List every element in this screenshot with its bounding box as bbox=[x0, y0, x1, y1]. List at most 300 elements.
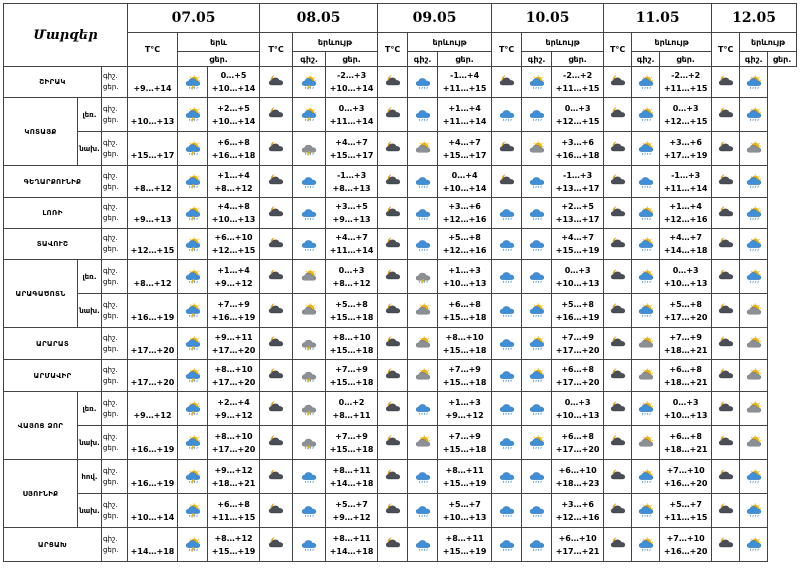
day-weather-cell bbox=[293, 294, 326, 328]
temperature-cell bbox=[326, 426, 378, 460]
night-weather-cell bbox=[604, 98, 632, 132]
day-weather-cell bbox=[740, 528, 768, 562]
day-weather-cell bbox=[408, 360, 438, 392]
night-weather-cell bbox=[492, 328, 522, 360]
day-temperature: +11…+15 bbox=[663, 84, 708, 93]
day-temperature: +9…+13 bbox=[133, 215, 172, 224]
moon-cloud-icon bbox=[265, 206, 287, 221]
night-temperature: -1…+3 bbox=[563, 170, 593, 180]
night-temperature: +1…+3 bbox=[448, 265, 481, 275]
temperature-cell bbox=[438, 494, 492, 528]
day-weather-cell bbox=[293, 392, 326, 426]
night-temperature: +6…+10 bbox=[214, 233, 253, 242]
day-temperature: +9…+12 bbox=[445, 410, 484, 420]
moon-cloud-icon bbox=[607, 303, 629, 318]
day-label: ցեր. bbox=[103, 511, 119, 520]
cloud-rain-icon bbox=[298, 174, 320, 189]
day-weather-cell bbox=[522, 67, 552, 98]
day-temperature: +9…+12 bbox=[214, 278, 253, 288]
temperature-cell bbox=[326, 132, 378, 166]
temperature-cell bbox=[208, 260, 260, 294]
cloud-rain-icon bbox=[635, 174, 657, 189]
night-temperature: +6…+10 bbox=[558, 465, 597, 475]
night-weather-cell bbox=[492, 229, 522, 260]
temp-header: T°C bbox=[260, 33, 293, 67]
table-row bbox=[4, 460, 797, 494]
day-temperature: +11…+14 bbox=[442, 116, 487, 126]
temperature-cell bbox=[552, 260, 604, 294]
night-temperature: +1…+4 bbox=[448, 103, 481, 113]
day-temperature: +15…+18 bbox=[442, 312, 487, 322]
day-temperature: +16…+19 bbox=[211, 312, 256, 322]
cloud-rain-icon bbox=[526, 174, 548, 189]
day-weather-cell bbox=[740, 260, 768, 294]
subregion-name: լեռ. bbox=[78, 260, 102, 294]
cloud-rain-icon bbox=[496, 401, 518, 416]
temperature-cell bbox=[208, 528, 260, 562]
day-weather-cell bbox=[522, 98, 552, 132]
sun-cloud-storm-icon bbox=[182, 237, 204, 252]
weather-icon-cell bbox=[178, 460, 208, 494]
date-header: 07.05 bbox=[128, 4, 260, 33]
night-temperature: +8…+10 bbox=[332, 332, 371, 342]
night-temperature: +8…+11 bbox=[445, 533, 484, 543]
period-label bbox=[102, 229, 128, 260]
moon-cloud-icon bbox=[715, 237, 737, 252]
night-temperature: +1…+4 bbox=[217, 265, 250, 275]
day-temperature: +16…+20 bbox=[663, 478, 708, 488]
moon-cloud-icon bbox=[496, 174, 518, 189]
night-weather-cell bbox=[604, 460, 632, 494]
sun-cloud-icon bbox=[743, 336, 765, 351]
temperature-cell bbox=[552, 67, 604, 98]
temperature-cell bbox=[660, 98, 712, 132]
night-temperature bbox=[128, 200, 177, 213]
day-temperature: +10…+13 bbox=[442, 278, 487, 288]
sun-cloud-rain-icon bbox=[743, 206, 765, 221]
sun-cloud-rain-icon bbox=[743, 537, 765, 552]
temperature-cell bbox=[438, 67, 492, 98]
cloud-storm-icon bbox=[298, 401, 320, 416]
night-weather-cell bbox=[604, 260, 632, 294]
night-weather-cell bbox=[712, 528, 740, 562]
moon-cloud-icon bbox=[382, 174, 404, 189]
night-weather-cell bbox=[260, 360, 293, 392]
sun-cloud-storm-icon bbox=[182, 435, 204, 450]
moon-cloud-icon bbox=[265, 141, 287, 156]
day-temperature: +15…+19 bbox=[442, 546, 487, 556]
moon-cloud-icon bbox=[382, 469, 404, 484]
night-label: գիշ. bbox=[103, 365, 118, 374]
night-temperature: +9…+11 bbox=[214, 332, 253, 342]
night-weather-cell bbox=[712, 132, 740, 166]
temperature-cell bbox=[128, 392, 178, 426]
moon-cloud-icon bbox=[382, 435, 404, 450]
region-name: ԱՐԱՐԱՏ bbox=[4, 328, 102, 360]
day-weather-cell bbox=[408, 132, 438, 166]
temperature-cell bbox=[326, 528, 378, 562]
regions-header: Մարզեր bbox=[4, 4, 128, 67]
weather-icon-cell bbox=[178, 426, 208, 460]
night-temperature: +5…+8 bbox=[448, 233, 481, 242]
day-temperature: +8…+11 bbox=[332, 410, 371, 420]
night-temperature: +7…+9 bbox=[335, 431, 368, 441]
day-temperature: +10…+13 bbox=[130, 116, 175, 126]
moon-cloud-icon bbox=[607, 435, 629, 450]
night-temperature: +9…+12 bbox=[214, 465, 253, 475]
temperature-cell bbox=[326, 67, 378, 98]
day-weather-cell bbox=[522, 260, 552, 294]
temperature-cell bbox=[552, 494, 604, 528]
night-temperature: +8…+12 bbox=[214, 533, 253, 543]
night-temperature: +5…+8 bbox=[561, 299, 594, 309]
day-temperature: +16…+19 bbox=[130, 312, 175, 322]
day-temperature: +10…+14 bbox=[329, 84, 374, 93]
night-weather-cell bbox=[260, 98, 293, 132]
temp-header: T°C bbox=[128, 33, 178, 67]
temperature-cell bbox=[552, 360, 604, 392]
moon-cloud-icon bbox=[715, 75, 737, 90]
day-temperature: +17…+20 bbox=[555, 444, 600, 454]
night-header: գիշ. bbox=[408, 52, 438, 67]
moon-cloud-icon bbox=[607, 503, 629, 518]
temperature-cell bbox=[438, 132, 492, 166]
night-weather-cell bbox=[604, 132, 632, 166]
temperature-cell bbox=[660, 392, 712, 426]
table-row bbox=[4, 260, 797, 294]
night-label: գիշ. bbox=[103, 300, 118, 309]
sun-cloud-icon bbox=[412, 368, 434, 383]
cloud-rain-icon bbox=[526, 537, 548, 552]
night-weather-cell bbox=[378, 260, 408, 294]
night-temperature: +7…+9 bbox=[448, 364, 481, 374]
night-weather-cell bbox=[492, 67, 522, 98]
moon-cloud-icon bbox=[382, 141, 404, 156]
period-label bbox=[102, 528, 128, 562]
day-temperature: +10…+13 bbox=[555, 278, 600, 288]
sun-cloud-storm-icon bbox=[182, 537, 204, 552]
night-label: գիշ. bbox=[103, 234, 118, 242]
day-weather-cell bbox=[522, 528, 552, 562]
temperature-cell bbox=[552, 426, 604, 460]
day-temperature: +10…+14 bbox=[211, 116, 256, 126]
sun-cloud-rain-icon bbox=[743, 269, 765, 284]
night-temperature: +7…+9 bbox=[669, 332, 702, 342]
night-temperature: +7…+10 bbox=[666, 533, 705, 543]
day-temperature: +9…+13 bbox=[332, 215, 371, 224]
night-weather-cell bbox=[604, 229, 632, 260]
day-header: ցեր. bbox=[178, 52, 260, 67]
date-row bbox=[4, 4, 797, 33]
day-weather-cell bbox=[632, 392, 660, 426]
night-weather-cell bbox=[260, 460, 293, 494]
temperature-cell bbox=[552, 166, 604, 198]
sun-cloud-storm-icon bbox=[298, 75, 320, 90]
day-weather-cell bbox=[632, 132, 660, 166]
temperature-cell bbox=[326, 328, 378, 360]
region-name: ՏԱՎՈՒՇ bbox=[4, 229, 102, 260]
sun-cloud-rain-icon bbox=[743, 174, 765, 189]
cloud-rain-icon bbox=[496, 206, 518, 221]
date-header: 12.05 bbox=[712, 4, 797, 33]
temperature-cell bbox=[208, 460, 260, 494]
night-weather-cell bbox=[378, 166, 408, 198]
day-temperature: +10…+13 bbox=[442, 512, 487, 522]
cloud-rain-icon bbox=[412, 503, 434, 518]
night-temperature: +5…+7 bbox=[448, 499, 481, 509]
day-temperature: +8…+12 bbox=[133, 278, 172, 288]
temperature-cell bbox=[660, 294, 712, 328]
moon-cloud-icon bbox=[715, 368, 737, 383]
moon-cloud-icon bbox=[496, 75, 518, 90]
moon-cloud-icon bbox=[265, 435, 287, 450]
night-temperature: +6…+8 bbox=[561, 364, 594, 374]
night-label: գիշ. bbox=[103, 432, 118, 441]
day-weather-cell bbox=[293, 229, 326, 260]
date-header: 08.05 bbox=[260, 4, 378, 33]
moon-cloud-icon bbox=[607, 401, 629, 416]
night-weather-cell bbox=[712, 426, 740, 460]
sun-cloud-storm-icon bbox=[182, 336, 204, 351]
cloud-rain-icon bbox=[496, 237, 518, 252]
cloud-storm-icon bbox=[298, 435, 320, 450]
moon-cloud-icon bbox=[715, 336, 737, 351]
temperature-cell bbox=[660, 460, 712, 494]
moon-cloud-icon bbox=[265, 107, 287, 122]
day-temperature: +13…+17 bbox=[555, 215, 600, 224]
day-weather-cell bbox=[293, 328, 326, 360]
moon-cloud-icon bbox=[265, 174, 287, 189]
sun-cloud-rain-icon bbox=[526, 435, 548, 450]
day-temperature: +12…+16 bbox=[442, 215, 487, 224]
sun-cloud-rain-icon bbox=[526, 336, 548, 351]
day-weather-cell bbox=[408, 328, 438, 360]
cloud-rain-icon bbox=[412, 107, 434, 122]
moon-cloud-icon bbox=[607, 141, 629, 156]
sun-cloud-icon bbox=[743, 303, 765, 318]
night-weather-cell bbox=[260, 198, 293, 229]
day-label: ցեր. bbox=[103, 245, 119, 253]
night-weather-cell bbox=[260, 294, 293, 328]
table-row bbox=[4, 528, 797, 562]
day-weather-cell bbox=[522, 166, 552, 198]
sun-cloud-rain-icon bbox=[635, 469, 657, 484]
night-temperature: 0…+3 bbox=[672, 397, 699, 407]
sun-cloud-icon bbox=[298, 303, 320, 318]
date-header: 10.05 bbox=[492, 4, 604, 33]
day-weather-cell bbox=[740, 426, 768, 460]
cloud-rain-icon bbox=[496, 107, 518, 122]
cloud-rain-icon bbox=[526, 206, 548, 221]
temperature-cell bbox=[128, 98, 178, 132]
day-weather-cell bbox=[740, 132, 768, 166]
cloud-rain-icon bbox=[526, 237, 548, 252]
sun-cloud-rain-icon bbox=[635, 107, 657, 122]
day-temperature: +15…+19 bbox=[555, 246, 600, 255]
temperature-cell bbox=[208, 132, 260, 166]
period-label bbox=[102, 294, 128, 328]
temp-header: T°C bbox=[712, 33, 740, 67]
sun-cloud-icon bbox=[412, 336, 434, 351]
sun-cloud-rain-icon bbox=[743, 75, 765, 90]
day-weather-cell bbox=[740, 229, 768, 260]
moon-cloud-icon bbox=[382, 336, 404, 351]
cloud-rain-icon bbox=[412, 174, 434, 189]
period-label bbox=[102, 166, 128, 198]
cloud-rain-icon bbox=[526, 107, 548, 122]
temperature-cell bbox=[552, 229, 604, 260]
temperature-cell bbox=[660, 328, 712, 360]
day-weather-cell bbox=[522, 460, 552, 494]
day-temperature: +11…+15 bbox=[555, 84, 600, 93]
subregion-name: լեռ. bbox=[78, 98, 102, 132]
night-weather-cell bbox=[378, 360, 408, 392]
day-temperature: +11…+14 bbox=[329, 116, 374, 126]
night-weather-cell bbox=[260, 260, 293, 294]
moon-cloud-icon bbox=[265, 469, 287, 484]
night-weather-cell bbox=[378, 328, 408, 360]
night-header: գիշ. bbox=[293, 52, 326, 67]
weather-icon-cell bbox=[178, 528, 208, 562]
temperature-cell bbox=[552, 460, 604, 494]
sun-cloud-storm-icon bbox=[182, 107, 204, 122]
night-temperature: +4…+8 bbox=[217, 202, 250, 211]
day-label: ցեր. bbox=[103, 311, 119, 320]
moon-cloud-icon bbox=[607, 75, 629, 90]
moon-cloud-icon bbox=[607, 174, 629, 189]
night-temperature: +7…+9 bbox=[561, 332, 594, 342]
temperature-cell bbox=[552, 392, 604, 426]
day-temperature: +12…+16 bbox=[663, 215, 708, 224]
day-weather-cell bbox=[293, 528, 326, 562]
night-temperature: +4…+7 bbox=[669, 233, 702, 242]
temperature-cell bbox=[128, 360, 178, 392]
day-weather-cell bbox=[408, 166, 438, 198]
temperature-cell bbox=[128, 229, 178, 260]
night-weather-cell bbox=[604, 328, 632, 360]
cloud-rain-icon bbox=[496, 368, 518, 383]
day-temperature: +10…+13 bbox=[555, 410, 600, 420]
night-temperature: 0…+3 bbox=[338, 103, 365, 113]
cloud-rain-icon bbox=[526, 503, 548, 518]
day-weather-cell bbox=[632, 460, 660, 494]
day-weather-cell bbox=[632, 260, 660, 294]
night-weather-cell bbox=[712, 98, 740, 132]
day-temperature: +18…+21 bbox=[663, 345, 708, 355]
moon-cloud-icon bbox=[382, 206, 404, 221]
day-temperature: +18…+21 bbox=[663, 444, 708, 454]
night-temperature: -2…+2 bbox=[563, 71, 593, 80]
night-temperature: -1…+4 bbox=[450, 71, 480, 80]
temperature-cell bbox=[552, 98, 604, 132]
cloud-rain-icon bbox=[298, 469, 320, 484]
moon-cloud-icon bbox=[715, 206, 737, 221]
sun-cloud-icon bbox=[526, 141, 548, 156]
sun-cloud-icon bbox=[298, 269, 320, 284]
temperature-cell bbox=[326, 360, 378, 392]
cloud-rain-icon bbox=[298, 237, 320, 252]
moon-cloud-icon bbox=[607, 469, 629, 484]
subregion-name: նախ. bbox=[78, 294, 102, 328]
day-header: ցեր. bbox=[552, 52, 604, 67]
night-weather-cell bbox=[712, 360, 740, 392]
sun-cloud-rain-icon bbox=[526, 75, 548, 90]
night-temperature: +8…+11 bbox=[332, 533, 371, 543]
temperature-cell bbox=[438, 360, 492, 392]
temperature-cell bbox=[208, 294, 260, 328]
period-label bbox=[102, 132, 128, 166]
weather-icon-cell bbox=[178, 67, 208, 98]
moon-cloud-icon bbox=[607, 368, 629, 383]
day-temperature: +15…+17 bbox=[329, 150, 374, 160]
day-temperature: +14…+18 bbox=[329, 546, 374, 556]
weather-icon-cell bbox=[178, 392, 208, 426]
night-weather-cell bbox=[604, 198, 632, 229]
night-temperature: -2…+2 bbox=[671, 71, 701, 80]
night-temperature: 0…+4 bbox=[451, 170, 478, 180]
night-temperature: +5…+7 bbox=[669, 499, 702, 509]
region-name: ԿՈՏԱՅՔ bbox=[4, 98, 78, 166]
sun-cloud-rain-icon bbox=[635, 401, 657, 416]
night-temperature: +7…+10 bbox=[666, 465, 705, 475]
night-weather-cell bbox=[378, 426, 408, 460]
day-weather-cell bbox=[522, 426, 552, 460]
day-weather-cell bbox=[632, 426, 660, 460]
day-temperature: +18…+21 bbox=[211, 478, 256, 488]
moon-cloud-icon bbox=[382, 303, 404, 318]
subregion-name: նախ. bbox=[78, 132, 102, 166]
day-temperature: +17…+20 bbox=[555, 377, 600, 387]
period-label bbox=[102, 67, 128, 98]
moon-cloud-icon bbox=[607, 107, 629, 122]
night-header: գիշ. bbox=[632, 52, 660, 67]
night-temperature bbox=[128, 264, 177, 277]
temperature-cell bbox=[438, 229, 492, 260]
period-label bbox=[102, 260, 128, 294]
period-label bbox=[102, 98, 128, 132]
weather-header: երևույթ bbox=[408, 33, 492, 52]
temperature-cell bbox=[660, 426, 712, 460]
day-weather-cell bbox=[632, 229, 660, 260]
night-temperature: +6…+8 bbox=[448, 299, 481, 309]
temperature-cell bbox=[660, 360, 712, 392]
night-temperature: -1…+3 bbox=[671, 170, 701, 180]
night-temperature: +8…+10 bbox=[445, 332, 484, 342]
day-temperature: +17…+20 bbox=[211, 377, 256, 387]
night-temperature: +4…+7 bbox=[448, 137, 481, 147]
night-weather-cell bbox=[492, 98, 522, 132]
day-label: ցեր. bbox=[103, 115, 119, 124]
night-label: գիշ. bbox=[103, 500, 118, 509]
temperature-cell bbox=[660, 67, 712, 98]
day-weather-cell bbox=[408, 426, 438, 460]
sun-cloud-storm-icon bbox=[182, 303, 204, 318]
cloud-rain-icon bbox=[526, 469, 548, 484]
forecast-table-wrapper bbox=[3, 3, 797, 562]
day-temperature: +18…+21 bbox=[663, 377, 708, 387]
sun-cloud-icon bbox=[635, 336, 657, 351]
night-weather-cell bbox=[492, 392, 522, 426]
night-temperature bbox=[128, 102, 177, 115]
temperature-cell bbox=[438, 198, 492, 229]
table-row bbox=[4, 166, 797, 198]
sun-cloud-storm-icon bbox=[182, 75, 204, 90]
day-temperature: +11…+14 bbox=[663, 183, 708, 193]
table-row bbox=[4, 494, 797, 528]
day-weather-cell bbox=[522, 229, 552, 260]
temperature-cell bbox=[128, 426, 178, 460]
sun-cloud-icon bbox=[743, 141, 765, 156]
